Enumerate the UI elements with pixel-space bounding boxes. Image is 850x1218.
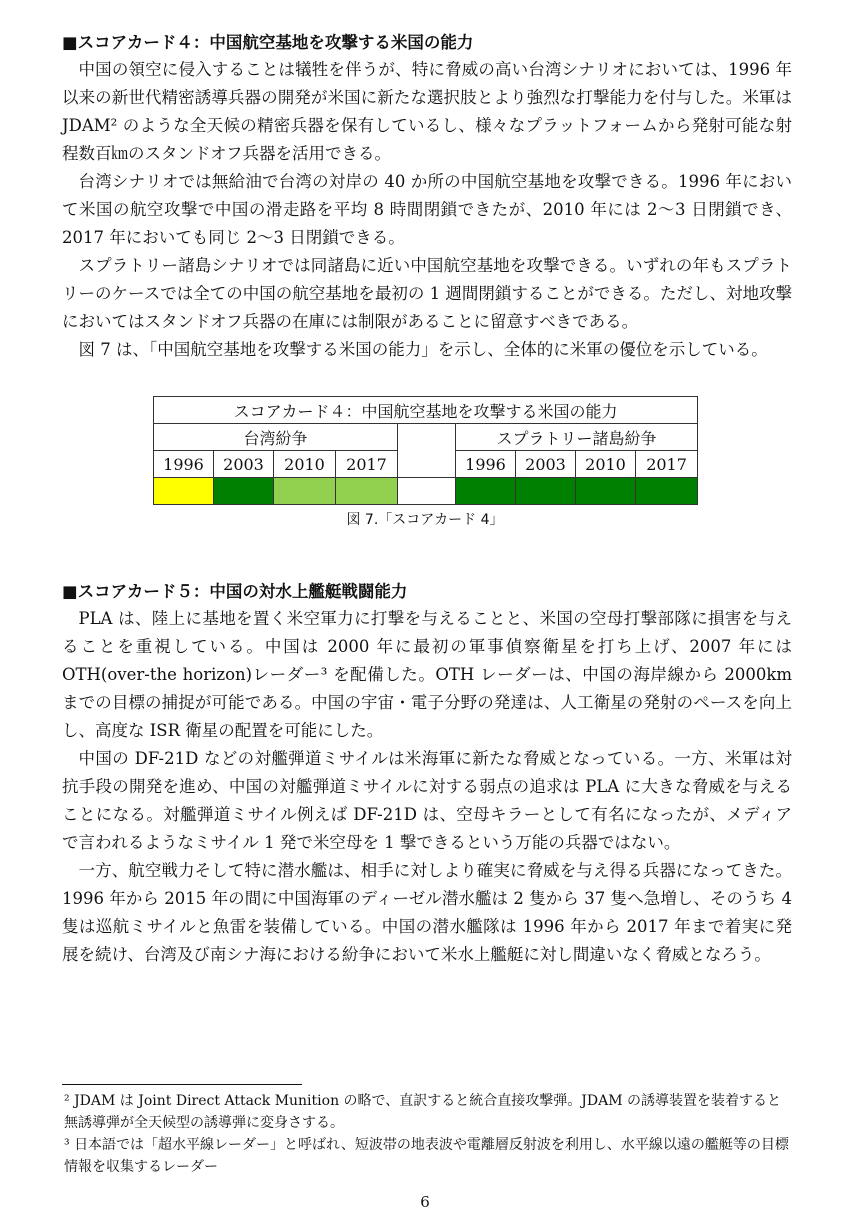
- group-header-spratly: スプラトリー諸島紛争: [456, 424, 698, 451]
- year-cell: 2017: [636, 451, 698, 478]
- scorecard-table: [153, 396, 698, 505]
- paragraph: 台湾シナリオでは無給油で台湾の対岸の 40 か所の中国航空基地を攻撃できる。1996 年において米国の航空攻撃で中国の滑走路を平均 8 時間閉鎖できたが、2010 年には 2〜3 日閉鎖でき、2017 年においても同じ 2〜3 日閉鎖できる。: [62, 172, 792, 247]
- figure-caption: 図 7.「スコアカード 4」: [346, 512, 504, 528]
- score-cell: [336, 478, 398, 505]
- page-number: 6: [420, 1193, 430, 1211]
- score-cell: [274, 478, 336, 505]
- scorecard-figure: [153, 396, 697, 529]
- section-heading: ■スコアカード４：中国航空基地を攻撃する米国の能力: [62, 33, 474, 52]
- year-cell: 1996: [154, 451, 214, 478]
- section-scorecard-4: [62, 30, 792, 364]
- footnote: ² JDAM は Joint Direct Attack Munition の略で、直訳すると統合直接攻撃弾。JDAM の誘導装置を装着すると無誘導弾が全天候型の誘導弾に変身さする。: [64, 1093, 781, 1131]
- paragraph: 一方、航空戦力そして特に潜水艦は、相手に対しより確実に脅威を与え得る兵器になってきた。1996 年から 2015 年の間に中国海軍のディーゼル潜水艦は 2 隻から 37 隻へ急増し、そのうち 4 隻は巡航ミサイルと魚雷を装備している。中国の潜水艦隊は 1996 年から 2017 年まで着実に発展を続け、台湾及び南シナ海における紛争において米水上艦艇に対し間違いなく脅威となろう。: [62, 861, 792, 964]
- paragraph: 中国の DF-21D などの対艦弾道ミサイルは米海軍に新たな脅威となっている。一方、米軍は対抗手段の開発を進め、中国の対艦弾道ミサイルに対する弱点の追求は PLA に大きな脅威を与えることになる。対艦弾道ミサイル例えば DF-21D は、空母キラーとして有名になったが、メディアで言われるようなミサイル 1 発で米空母を 1 撃できるという万能の兵器ではない。: [62, 749, 792, 852]
- year-cell: 2017: [336, 451, 398, 478]
- score-cell: [516, 478, 576, 505]
- table-row: [154, 424, 698, 451]
- separator-cell: [398, 478, 456, 505]
- paragraph: 図 7 は、「中国航空基地を攻撃する米国の能力」を示し、全体的に米軍の優位を示している。: [78, 340, 768, 359]
- footnote-divider: [62, 1084, 302, 1085]
- year-cell: 2003: [516, 451, 576, 478]
- year-cell: 1996: [456, 451, 516, 478]
- score-cell: [154, 478, 214, 505]
- year-cell: 2003: [214, 451, 274, 478]
- year-cell: 2010: [274, 451, 336, 478]
- separator-cell: [398, 424, 456, 478]
- footnotes: [62, 1090, 792, 1178]
- scorecard-title: スコアカード４：中国航空基地を攻撃する米国の能力: [154, 397, 698, 424]
- paragraph: スプラトリー諸島シナリオでは同諸島に近い中国航空基地を攻撃できる。いずれの年もスプラトリーのケースでは全ての中国の航空基地を最初の 1 週間閉鎖することができる。ただし、対地攻撃においてはスタンドオフ兵器の在庫には制限があることに留意すべきである。: [62, 256, 792, 331]
- paragraph: PLA は、陸上に基地を置く米空軍力に打撃を与えることと、米国の空母打撃部隊に損害を与えることを重視している。中国は 2000 年に最初の軍事偵察衛星を打ち上げ、2007 年には OTH(over-the horizon)レーダー³ を配備した。OTH レーダーは、中国の海岸線から 2000km までの目標の捕捉が可能である。中国の宇宙・電子分野の発達は、人工衛星の発射のペースを向上し、高度な ISR 衛星の配置を可能にした。: [62, 609, 792, 740]
- paragraph: 中国の領空に侵入することは犠牲を伴うが、特に脅威の高い台湾シナリオにおいては、1996 年以来の新世代精密誘導兵器の開発が米国に新たな選択肢とより強烈な打撃能力を付与した。米軍はJDAM² のような全天候の精密兵器を保有しているし、様々なプラットフォームから発射可能な射程数百㎞のスタンドオフ兵器を活用できる。: [62, 60, 792, 163]
- score-cell: [456, 478, 516, 505]
- table-row: [154, 478, 698, 505]
- score-cell: [636, 478, 698, 505]
- table-row: [154, 397, 698, 424]
- score-cell: [214, 478, 274, 505]
- section-heading: ■スコアカード５：中国の対水上艦艇戦闘能力: [62, 582, 408, 601]
- score-cell: [576, 478, 636, 505]
- document-page: [62, 30, 792, 969]
- footnote: ³ 日本語では「超水平線レーダー」と呼ばれ、短波帯の地表波や電離層反射波を利用し、水平線以遠の艦艇等の目標情報を収集するレーダー: [64, 1137, 789, 1175]
- section-scorecard-5: [62, 579, 792, 969]
- year-cell: 2010: [576, 451, 636, 478]
- group-header-taiwan: 台湾紛争: [154, 424, 398, 451]
